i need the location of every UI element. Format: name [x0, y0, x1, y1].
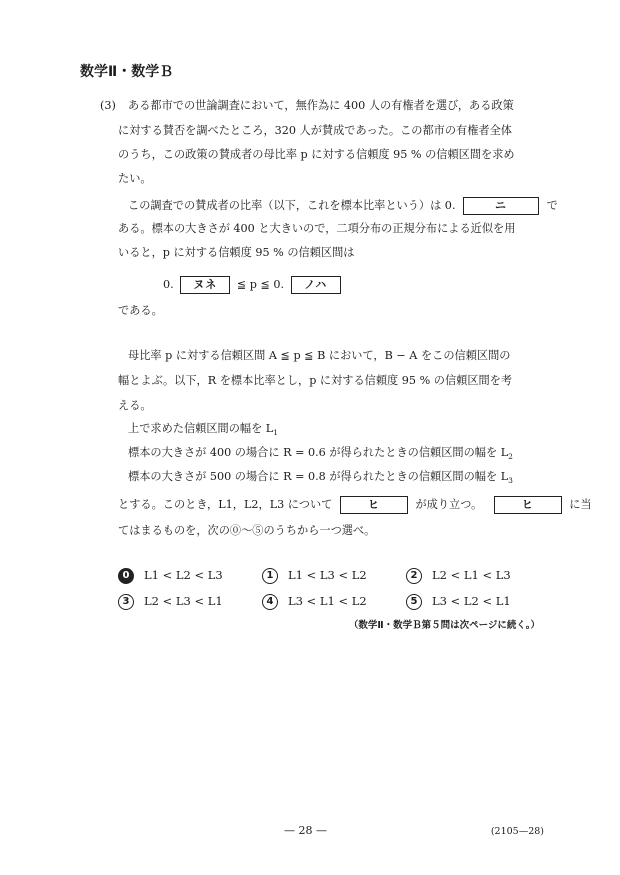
answer-box-nune: ヌネ — [180, 276, 230, 294]
para1-line3: のうち，この政策の賛成者の母比率 p に対する信頼度 95 % の信頼区間を求め — [118, 148, 515, 161]
choice-1 — [262, 568, 367, 584]
choice-4 — [262, 594, 367, 610]
def-line2-text: 標本の大きさが 400 の場合に R = 0.6 が得られたときの信頼区間の幅を L — [128, 446, 509, 459]
para2-line1-text: この調査での賛成者の比率（以下，これを標本比率という）は 0. — [128, 199, 456, 212]
choice-0 — [118, 568, 223, 584]
choice-2 — [406, 568, 511, 584]
choice-mark-5: 5 — [406, 594, 422, 610]
def-line2 — [128, 446, 513, 464]
def-line1 — [128, 422, 278, 440]
para1-line4: たい。 — [118, 172, 152, 185]
interval-line — [163, 276, 341, 294]
para3-line3: える。 — [118, 399, 152, 412]
conclusion-line2: てはまるものを，次の⓪～⑤のうちから一つ選べ。 — [118, 524, 376, 537]
page-number: — 28 — — [284, 824, 327, 837]
choice-text-0: L1 < L2 < L3 — [144, 568, 223, 582]
interval-middle: ≦ p ≦ 0. — [236, 278, 285, 291]
choice-mark-0: 0 — [118, 568, 134, 584]
answer-box-hi-2: ヒ — [494, 496, 562, 514]
choice-text-2: L2 < L1 < L3 — [432, 568, 511, 582]
section-header: 数学Ⅱ・数学Ｂ — [80, 64, 174, 80]
para2-line1-end: で — [546, 199, 558, 212]
choice-text-1: L1 < L3 < L2 — [288, 568, 367, 582]
choice-mark-2: 2 — [406, 568, 422, 584]
para3-line1: 母比率 p に対する信頼区間 A ≦ p ≦ B において，B − A をこの信頼区間の — [128, 349, 511, 362]
def-line1-sub: 1 — [273, 428, 279, 438]
interval-prefix: 0. — [163, 278, 174, 291]
choice-text-5: L3 < L2 < L1 — [432, 594, 511, 608]
deaaru-text: である。 — [118, 304, 163, 317]
para2-line1 — [128, 197, 558, 215]
def-line3-sub: 3 — [508, 476, 513, 486]
conclusion-before: とする。このとき，L1，L2，L3 について — [118, 498, 333, 511]
def-line3-text: 標本の大きさが 500 の場合に R = 0.8 が得られたときの信頼区間の幅を L — [128, 470, 509, 483]
def-line3 — [128, 470, 513, 488]
conclusion-after: に当 — [569, 498, 592, 511]
choice-text-3: L2 < L3 < L1 — [144, 594, 223, 608]
answer-box-hi: ヒ — [340, 496, 408, 514]
para1-line2: に対する賛否を調べたところ，320 人が賛成であった。この都市の有権者全体 — [118, 124, 512, 137]
answer-box-ni: ニ — [463, 197, 539, 215]
para2-line2: ある。標本の大きさが 400 と大きいので，二項分布の正規分布による近似を用 — [118, 222, 516, 235]
para1-line1: ある都市での世論調査において，無作為に 400 人の有権者を選び，ある政策 — [128, 99, 514, 112]
answer-box-noha: ノハ — [291, 276, 341, 294]
question-number: (3) — [100, 99, 116, 112]
choice-mark-3: 3 — [118, 594, 134, 610]
choice-5 — [406, 594, 511, 610]
para2-line3: いると，p に対する信頼度 95 % の信頼区間は — [118, 246, 355, 259]
conclusion-line1 — [118, 496, 592, 514]
choice-mark-4: 4 — [262, 594, 278, 610]
choice-3 — [118, 594, 223, 610]
continue-note: （数学Ⅱ・数学Ｂ第５問は次ページに続く。） — [348, 620, 540, 631]
def-line1-text: 上で求めた信頼区間の幅を L — [128, 422, 274, 435]
choice-text-4: L3 < L1 < L2 — [288, 594, 367, 608]
para3-line2: 幅とよぶ。以下，R を標本比率とし，p に対する信頼度 95 % の信頼区間を考 — [118, 374, 513, 387]
page-code: (2105—28) — [490, 826, 544, 837]
def-line2-sub: 2 — [508, 452, 513, 462]
choice-mark-1: 1 — [262, 568, 278, 584]
conclusion-middle: が成り立つ。 — [415, 498, 483, 511]
